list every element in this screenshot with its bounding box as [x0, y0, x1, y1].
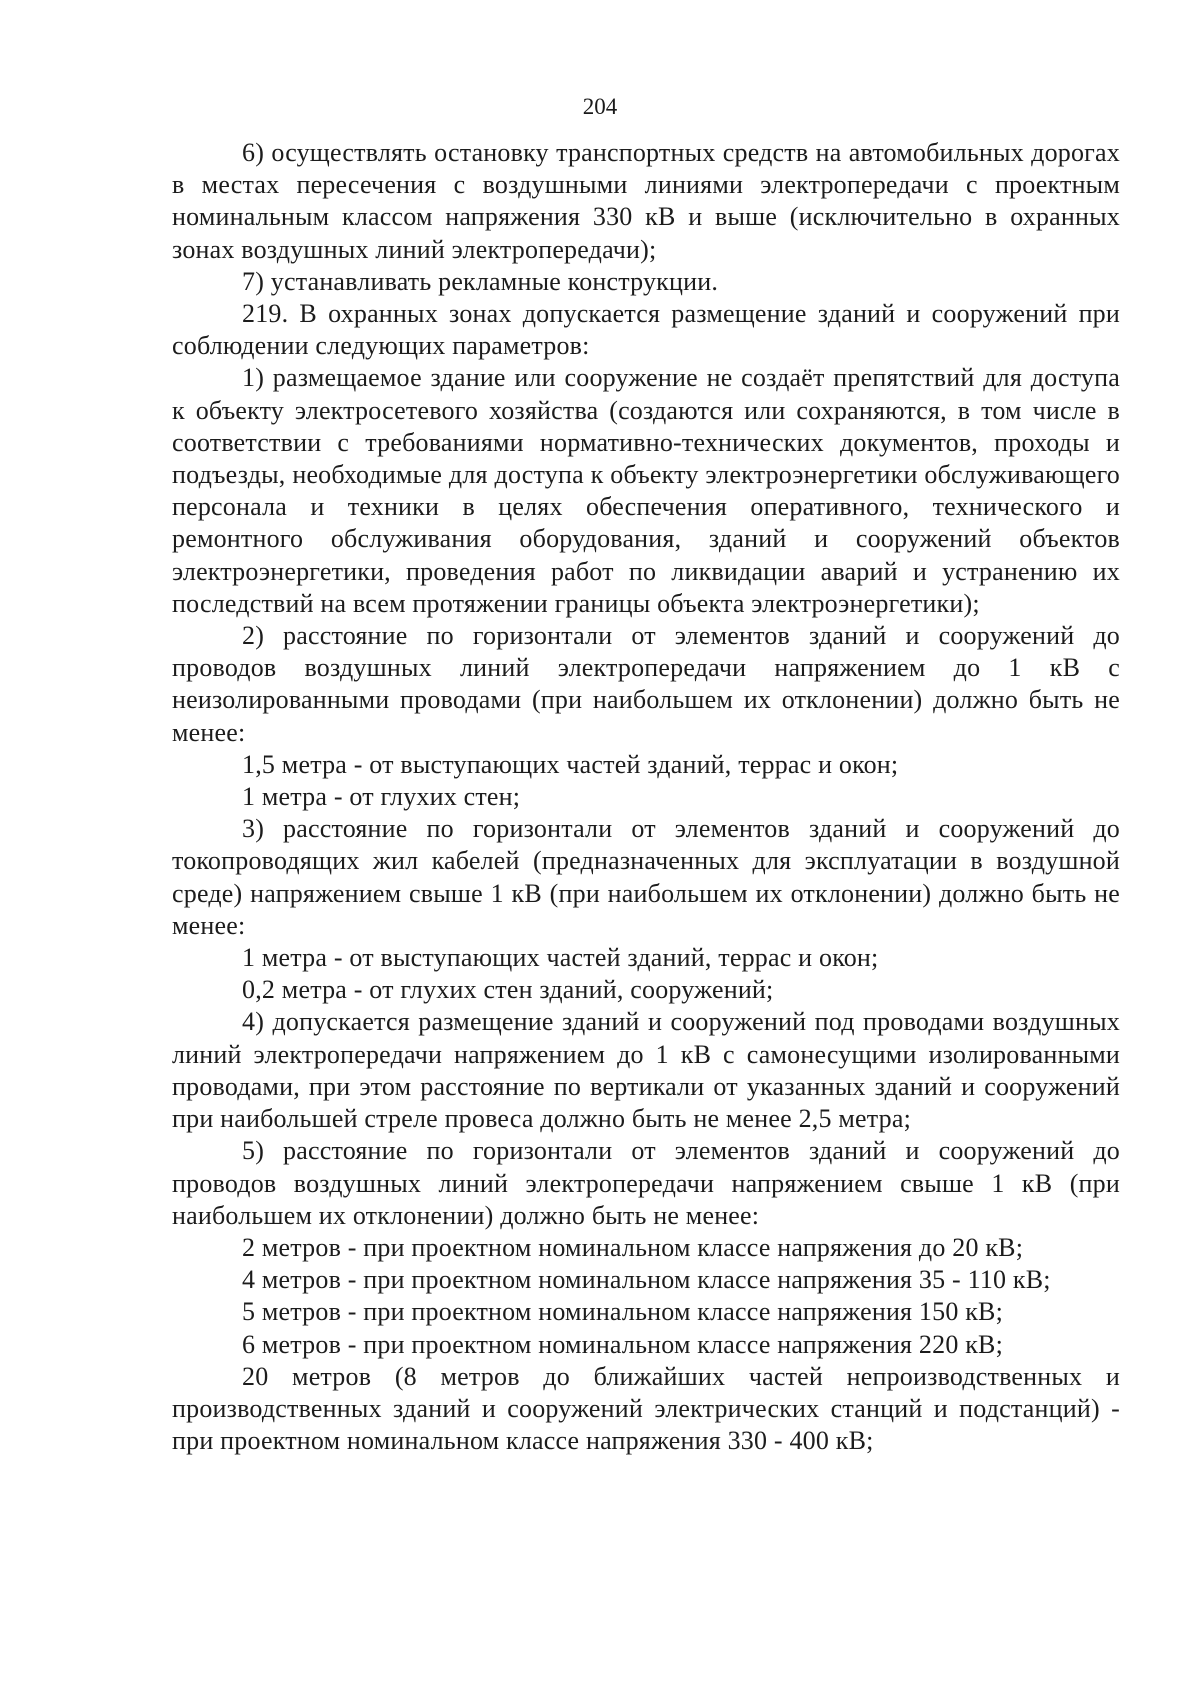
paragraph: 219. В охранных зонах допускается размещение зданий и сооружений при соблюдении следующих параметров: — [172, 299, 1120, 361]
paragraph: 2 метров - при проектном номинальном классе напряжения до 20 кВ; — [242, 1232, 1024, 1262]
paragraph: 20 метров (8 метров до ближайших частей непроизводственных и производственных зданий и сооружений электрических станций и подстанций) - при проектном номинальном классе напряжения 330 - 400 кВ; — [172, 1361, 1120, 1456]
paragraph: 5) расстояние по горизонтали от элементов зданий и сооружений до проводов воздушных линий электропередачи напряжением свыше 1 кВ (при наибольшем их отклонении) должно быть не менее: — [172, 1136, 1120, 1230]
paragraph: 1) размещаемое здание или сооружение не создаёт препятствий для доступа к объекту электросетевого хозяйства (создаются или сохраняются, в том числе в соответствии с требованиями нормативно-технических документов, проходы и подъезды, необходимые для доступа к объекту электроэнергетики обслуживающего персонала и техники в целях обеспечения оперативного, технического и ремонтного обслуживания оборудования, зданий и сооружений объектов электроэнергетики, проведения работ по ликвидации аварий и устранению их последствий на всем протяжении границы объекта электроэнергетики); — [172, 363, 1120, 618]
document-body — [172, 137, 1120, 1457]
page-number: 204 — [582, 94, 618, 119]
paragraph: 1 метра - от глухих стен; — [242, 782, 521, 812]
paragraph: 2) расстояние по горизонтали от элементов зданий и сооружений до проводов воздушных линий электропередачи напряжением до 1 кВ с неизолированными проводами (при наибольшем их отклонении) должно быть не менее: — [172, 621, 1120, 747]
paragraph: 1 метра - от выступающих частей зданий, террас и окон; — [242, 943, 879, 973]
paragraph: 4 метров - при проектном номинальном классе напряжения 35 - 110 кВ; — [242, 1265, 1051, 1295]
paragraph: 0,2 метра - от глухих стен зданий, сооружений; — [242, 975, 774, 1005]
paragraph: 5 метров - при проектном номинальном классе напряжения 150 кВ; — [242, 1297, 1004, 1327]
paragraph: 6 метров - при проектном номинальном классе напряжения 220 кВ; — [242, 1329, 1004, 1359]
paragraph: 7) устанавливать рекламные конструкции. — [242, 266, 719, 296]
paragraph: 4) допускается размещение зданий и сооружений под проводами воздушных линий электропередачи напряжением до 1 кВ с самонесущими изолированными проводами, при этом расстояние по вертикали от указанных зданий и сооружений при наибольшей стреле провеса должно быть не менее 2,5 метра; — [172, 1007, 1120, 1134]
paragraph: 3) расстояние по горизонтали от элементов зданий и сооружений до токопроводящих жил кабелей (предназначенных для эксплуатации в воздушной среде) напряжением свыше 1 кВ (при наибольшем их отклонении) должно быть не менее: — [172, 814, 1120, 940]
paragraph: 6) осуществлять остановку транспортных средств на автомобильных дорогах в местах пересечения с воздушными линиями электропередачи с проектным номинальным классом напряжения 330 кВ и выше (исключительно в охранных зонах воздушных линий электропередачи); — [172, 138, 1120, 264]
paragraph: 1,5 метра - от выступающих частей зданий, террас и окон; — [242, 749, 899, 779]
